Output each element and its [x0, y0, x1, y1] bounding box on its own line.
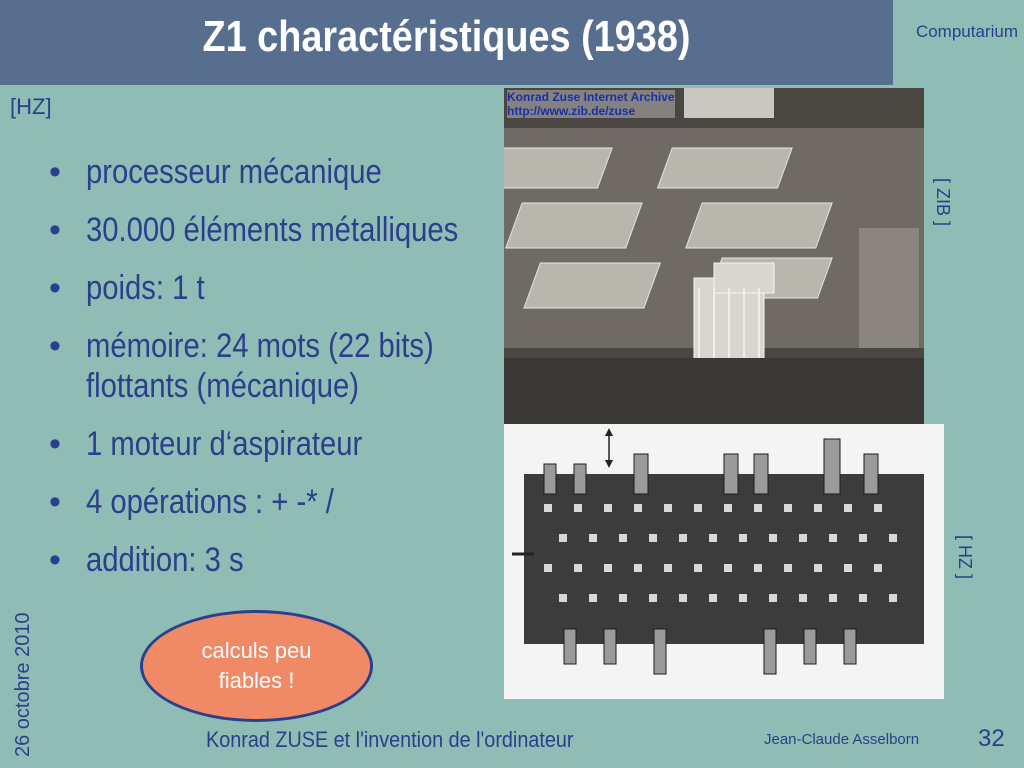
bullet-item	[40, 540, 519, 580]
brand-label: Computarium	[915, 22, 1018, 41]
bullet-item	[40, 268, 519, 308]
bullet-list	[40, 152, 519, 598]
reference-hz: [HZ]	[10, 94, 52, 119]
bullet-text: 30.000 éléments métalliques	[86, 211, 459, 249]
bullet-item	[40, 152, 519, 192]
z1-machine-photo	[504, 88, 924, 424]
photo-caption	[507, 90, 675, 118]
bullet-item	[40, 210, 519, 250]
bullet-text: addition: 3 s	[86, 541, 244, 579]
bullet-item	[40, 424, 519, 464]
bullet-dot: •	[49, 153, 61, 191]
callout-oval	[140, 610, 373, 722]
photo-caption-url: http://www.zib.de/zuse	[507, 104, 636, 118]
bullet-dot: •	[49, 483, 61, 521]
memory-plate-illustration	[504, 424, 944, 699]
footer-title: Konrad ZUSE et l'invention de l'ordinateur	[206, 727, 574, 752]
bullet-text: poids: 1 t	[86, 269, 205, 307]
bullet-dot: •	[49, 425, 61, 463]
bullet-text-line1: mémoire: 24 mots (22 bits)	[86, 327, 434, 365]
bullet-dot: •	[49, 269, 61, 307]
bullet-dot: •	[49, 327, 61, 365]
bullet-dot: •	[49, 211, 61, 249]
bullet-text: 1 moteur d‘aspirateur	[86, 425, 363, 463]
photo-caption-title: Konrad Zuse Internet Archive	[507, 90, 675, 104]
slide-date: 26 octobre 2010	[12, 612, 34, 757]
machine-photo-illustration	[504, 88, 924, 424]
reference-zib: [ ZIB ]	[933, 178, 953, 227]
bullet-text: processeur mécanique	[86, 153, 382, 191]
bullet-item	[40, 326, 519, 406]
bullet-dot: •	[49, 541, 61, 579]
slide-title: Z1 charactéristiques (1938)	[202, 12, 691, 61]
reference-hz-plate: [ HZ ]	[955, 535, 975, 579]
memory-plate-diagram	[504, 424, 944, 699]
page-number: 32	[978, 725, 1005, 752]
bullet-text: 4 opérations : + -* /	[86, 483, 334, 521]
footer-author: Jean-Claude Asselborn	[764, 731, 920, 748]
bullet-text-multiline	[86, 326, 434, 406]
callout-text: calculs peu fiables !	[201, 638, 312, 693]
bullet-text-line2: flottants (mécanique)	[86, 367, 360, 405]
bullet-item	[40, 482, 519, 522]
